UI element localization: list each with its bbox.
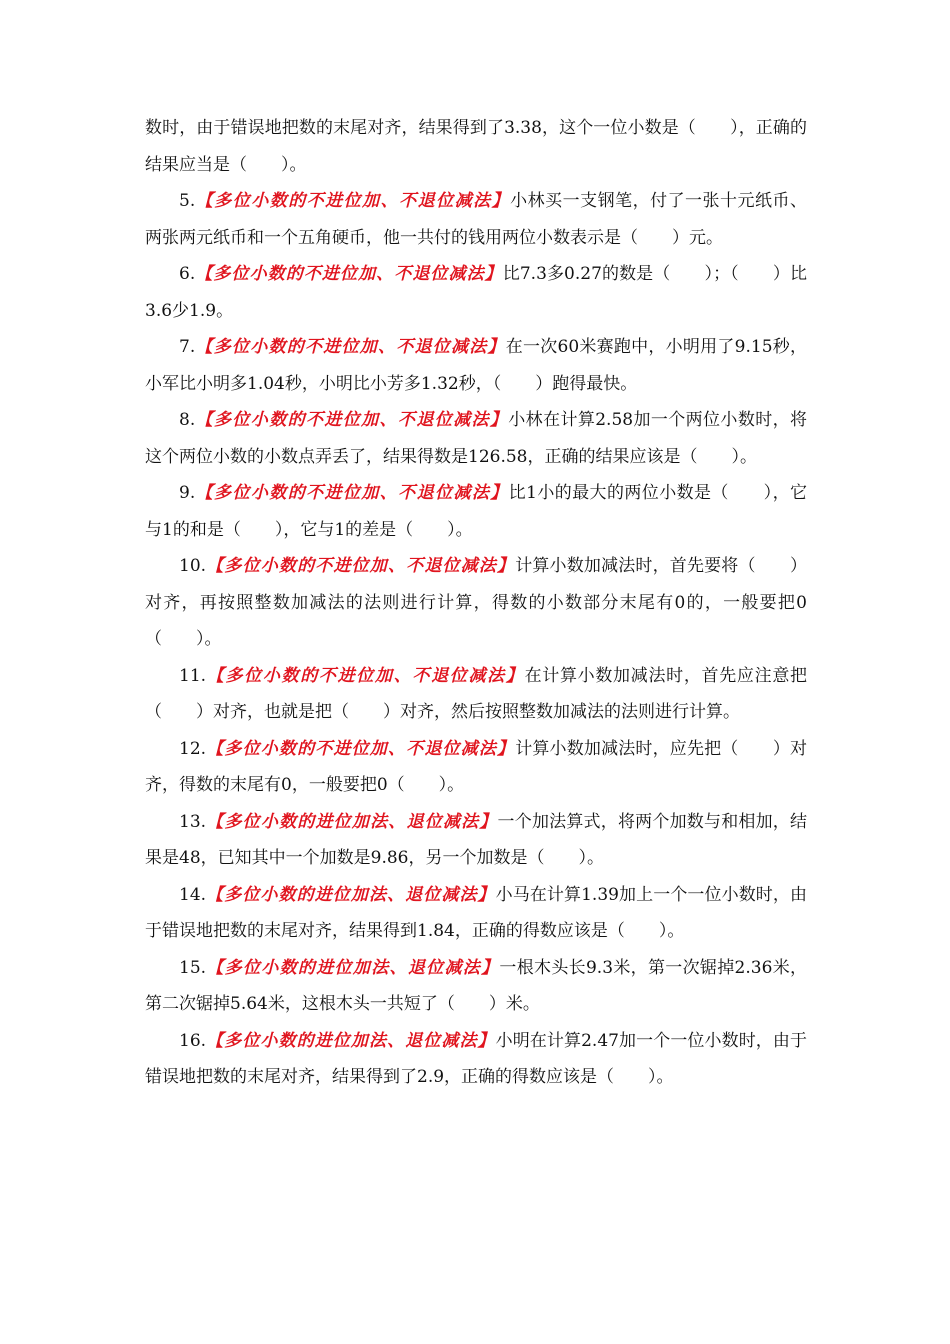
question-number: 15. xyxy=(179,957,207,978)
question-number: 8. xyxy=(179,410,196,430)
question-number: 7. xyxy=(179,337,196,357)
question-number: 14. xyxy=(179,884,207,905)
question-number: 10. xyxy=(179,556,207,576)
topic-tag: 【多位小数的不进位加、不退位减法】 xyxy=(195,191,511,211)
question-11 xyxy=(145,658,807,731)
question-text: 计算小数加减法时，首先要将（ ）对齐，再按照整数加减法的法则进行计算，得数的小数部分末尾有0的，一般要把0（ ）。 xyxy=(145,556,808,649)
question-text: 一根木头长9.3米，第一次锯掉2.36米，第二次锯掉5.64米，这根木头一共短了（ ）米。 xyxy=(145,957,808,1014)
topic-tag: 【多位小数的进位加法、退位减法】 xyxy=(206,811,498,832)
topic-tag: 【多位小数的不进位加、不退位减法】 xyxy=(195,410,509,430)
topic-tag: 【多位小数的进位加法、退位减法】 xyxy=(206,1030,496,1051)
topic-tag: 【多位小数的进位加法、退位减法】 xyxy=(206,884,496,905)
question-text: 在一次60米赛跑中，小明用了9.15秒，小军比小明多1.04秒，小明比小芳多1.32秒，（ ）跑得最快。 xyxy=(145,337,808,394)
question-text: 小林买一支钢笔，付了一张十元纸币、两张两元纸币和一个五角硬币，他一共付的钱用两位小数表示是（ ）元。 xyxy=(145,191,808,248)
question-text: 小马在计算1.39加上一个一位小数时，由于错误地把数的末尾对齐，结果得到1.84，正确的得数应该是（ ）。 xyxy=(145,884,807,941)
question-number: 12. xyxy=(179,738,207,759)
topic-tag: 【多位小数的不进位加、不退位减法】 xyxy=(206,556,516,576)
question-9 xyxy=(145,475,807,548)
question-16 xyxy=(145,1023,807,1096)
question-15 xyxy=(145,950,807,1023)
question-7 xyxy=(145,329,807,402)
question-number: 5. xyxy=(179,191,196,211)
question-10 xyxy=(145,548,807,658)
question-8 xyxy=(145,402,807,475)
question-text: 小林在计算2.58加一个两位小数时，将这个两位小数的小数点弄丢了，结果得数是126.58，正确的结果应该是（ ）。 xyxy=(145,410,807,467)
intro-paragraph: 数时，由于错误地把数的末尾对齐，结果得到了3.38，这个一位小数是（ ），正确的结果应当是（ ）。 xyxy=(145,118,807,175)
question-14 xyxy=(145,877,807,950)
question-text: 在计算小数加减法时，首先应注意把（ ）对齐，也就是把（ ）对齐，然后按照整数加减法的法则进行计算。 xyxy=(145,665,808,722)
question-text: 一个加法算式，将两个加数与和相加，结果是48，已知其中一个加数是9.86，另一个加数是（ ）。 xyxy=(145,811,808,868)
question-5 xyxy=(145,183,807,256)
topic-tag: 【多位小数的不进位加、不退位减法】 xyxy=(195,264,503,284)
question-number: 9. xyxy=(179,483,196,503)
question-text: 小明在计算2.47加一个一位小数时，由于错误地把数的末尾对齐，结果得到了2.9，正确的得数应该是（ ）。 xyxy=(145,1030,807,1087)
topic-tag: 【多位小数的不进位加、不退位减法】 xyxy=(195,483,509,503)
question-6 xyxy=(145,256,807,329)
topic-tag: 【多位小数的不进位加、不退位减法】 xyxy=(195,337,506,357)
question-number: 6. xyxy=(179,264,196,284)
question-text: 比7.3多0.27的数是（ ）；（ ）比3.6少1.9。 xyxy=(145,264,808,321)
question-number: 13. xyxy=(179,811,207,832)
question-number: 16. xyxy=(179,1030,207,1051)
topic-tag: 【多位小数的进位加法、退位减法】 xyxy=(206,957,500,978)
document-page xyxy=(145,110,807,1096)
question-13 xyxy=(145,804,807,877)
topic-tag: 【多位小数的不进位加、不退位减法】 xyxy=(206,738,516,759)
topic-tag: 【多位小数的不进位加、不退位减法】 xyxy=(206,665,525,686)
question-12 xyxy=(145,731,807,804)
question-text: 计算小数加减法时，应先把（ ）对齐，得数的末尾有0，一般要把0（ ）。 xyxy=(145,738,808,795)
question-number: 11. xyxy=(179,665,207,686)
question-text: 比1小的最大的两位小数是（ ），它与1的和是（ ），它与1的差是（ ）。 xyxy=(145,483,807,540)
